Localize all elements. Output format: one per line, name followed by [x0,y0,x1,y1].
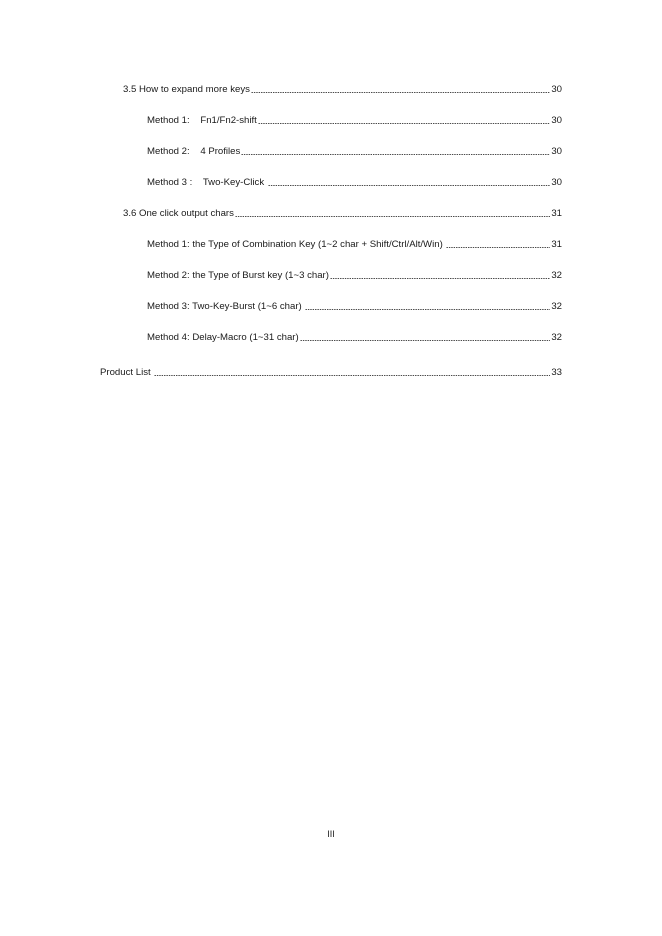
toc-entry-title: 3.5 How to expand more keys [123,84,250,95]
toc-entry-page: 32 [551,270,562,281]
toc-entry-page: 33 [551,367,562,378]
toc-entry-title: Product List [100,367,154,378]
toc-entry-page: 32 [551,332,562,343]
toc-entry-3-5[interactable] [123,82,562,98]
toc-entry-3-6-method-2[interactable] [147,268,562,284]
toc-entry-title: Method 4: Delay-Macro (1~31 char) [147,332,299,343]
toc-entry-title: Method 1: Fn1/Fn2-shift [147,115,257,126]
toc-entry-page: 31 [551,239,562,250]
toc-entry-page: 30 [551,84,562,95]
toc-entry-3-6-method-1[interactable] [147,237,562,253]
toc-entry-3-6[interactable] [123,206,562,222]
toc-entry-title: Method 1: the Type of Combination Key (1~2 char + Shift/Ctrl/Alt/Win) [147,239,446,250]
dot-leader [300,339,551,342]
dot-leader [330,277,550,280]
table-of-contents [0,0,662,400]
dot-leader [235,215,550,218]
dot-leader [446,246,550,249]
toc-entry-3-5-method-1[interactable] [147,113,562,129]
toc-entry-3-5-method-2[interactable] [147,144,562,160]
toc-entry-3-5-method-3[interactable] [147,175,562,191]
toc-entry-product-list[interactable] [100,365,562,381]
toc-entry-3-6-method-3[interactable] [147,299,562,315]
dot-leader [268,184,551,187]
page-number-footer: III [327,829,335,839]
toc-entry-title: Method 2: 4 Profiles [147,146,241,157]
dot-leader [241,153,550,156]
toc-entry-title: Method 3: Two-Key-Burst (1~6 char) [147,301,305,312]
dot-leader [251,91,550,94]
toc-entry-page: 30 [551,177,562,188]
dot-leader [258,122,550,125]
toc-entry-page: 30 [551,146,562,157]
toc-entry-title: Method 3 : Two-Key-Click [147,177,267,188]
toc-entry-page: 30 [551,115,562,126]
toc-entry-title: 3.6 One click output chars [123,208,234,219]
dot-leader [305,308,550,311]
toc-entry-title: Method 2: the Type of Burst key (1~3 char) [147,270,329,281]
toc-entry-3-6-method-4[interactable] [147,330,562,346]
dot-leader [154,374,550,377]
toc-entry-page: 32 [551,301,562,312]
toc-entry-page: 31 [551,208,562,219]
